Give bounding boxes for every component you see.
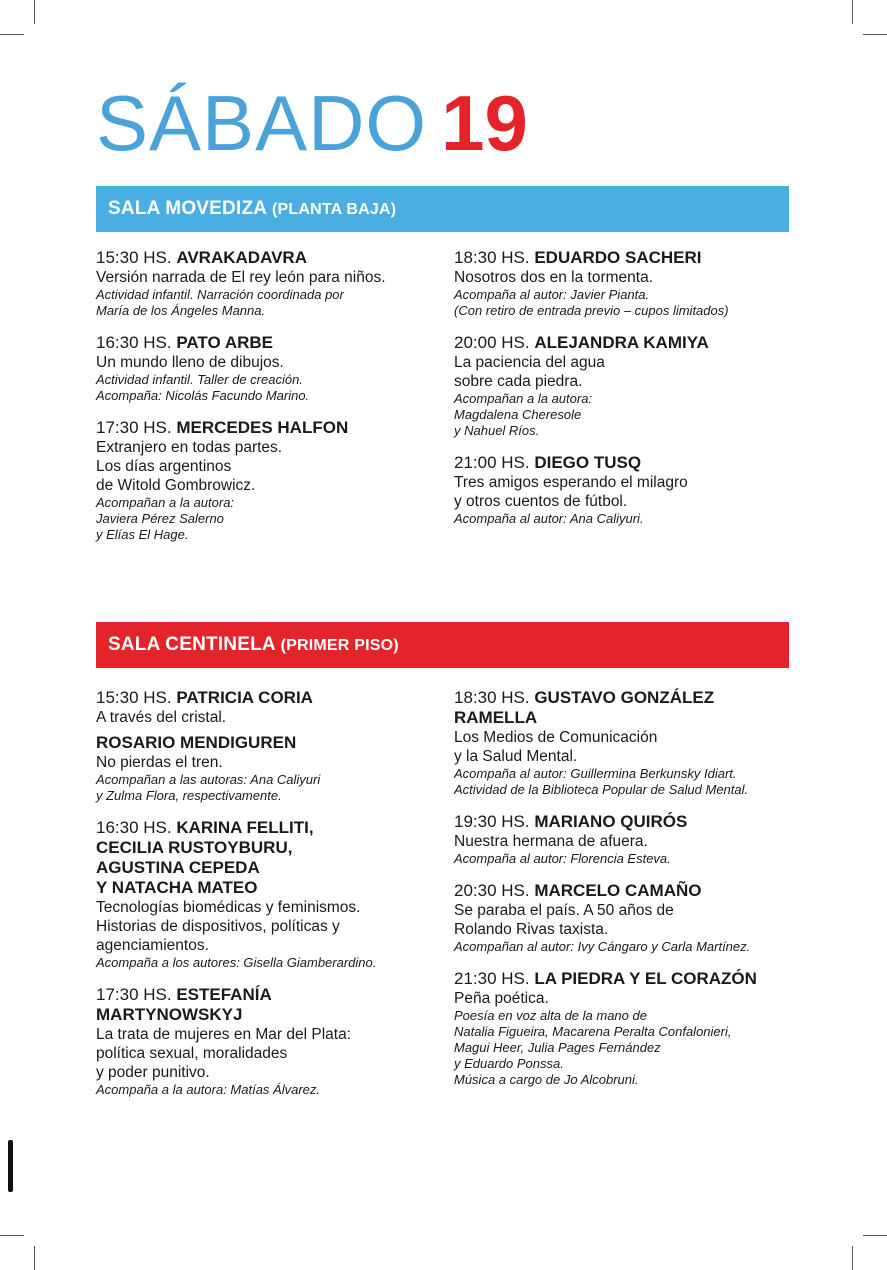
event-time: 16:30 HS. (96, 818, 177, 837)
event-heading (96, 878, 446, 898)
event-note: Acompaña a los autores: Gisella Giamberardino. (96, 955, 377, 970)
event-heading (96, 818, 446, 838)
event-time: 15:30 HS. (96, 248, 177, 267)
event-speaker: MERCEDES HALFON (176, 418, 349, 437)
crop-mark (34, 1246, 35, 1270)
event-note: Acompañan al autor: Ivy Cángaro y Carla Martínez. (454, 939, 751, 954)
event-note: Acompañan a las autoras: Ana Caliyuri (96, 772, 321, 787)
event-entry (454, 881, 804, 955)
crop-mark (0, 34, 24, 35)
event-heading (454, 333, 794, 353)
event-description: Se paraba el país. A 50 años de (454, 902, 674, 919)
crop-mark (852, 0, 853, 24)
schedule-column-left (96, 248, 436, 557)
event-note: Magui Heer, Julia Pages Fernández (454, 1040, 661, 1055)
event-speaker: PATRICIA CORIA (176, 688, 313, 707)
crop-mark (863, 1235, 887, 1236)
schedule-column-left (96, 688, 446, 1112)
event-description: y poder punitivo. (96, 1064, 210, 1081)
edge-mark (8, 1140, 13, 1192)
event-heading (454, 248, 794, 268)
page-title (96, 78, 528, 168)
event-heading (454, 688, 804, 708)
event-speaker: AVRAKADAVRA (176, 248, 307, 267)
event-note: Javiera Pérez Salerno (96, 511, 224, 526)
event-description: Nuestra hermana de afuera. (454, 833, 648, 850)
event-description: Rolando Rivas taxista. (454, 921, 609, 938)
event-note: y Elías El Hage. (96, 527, 189, 542)
crop-mark (852, 1246, 853, 1270)
event-speaker: CECILIA RUSTOYBURU, (96, 838, 293, 857)
event-entry (454, 969, 804, 1088)
event-heading (454, 881, 804, 901)
event-entry (454, 812, 804, 867)
event-heading (454, 453, 794, 473)
event-speaker: MARTYNOWSKYJ (96, 1005, 243, 1024)
event-note: Natalia Figueira, Macarena Peralta Confalonieri, (454, 1024, 732, 1039)
event-speaker: Y NATACHA MATEO (96, 878, 258, 897)
event-note: Poesía en voz alta de la mano de (454, 1008, 647, 1023)
event-heading (96, 985, 446, 1005)
event-note: y Zulma Flora, respectivamente. (96, 788, 282, 803)
event-description: La paciencia del agua (454, 354, 605, 371)
event-note: María de los Ángeles Manna. (96, 303, 266, 318)
event-description: Nosotros dos en la tormenta. (454, 269, 654, 286)
event-heading (96, 1005, 446, 1025)
event-description: agenciamientos. (96, 937, 209, 954)
section-floor: (PRIMER PISO) (280, 637, 399, 654)
event-speaker: ESTEFANÍA (176, 985, 272, 1004)
event-description: Tres amigos esperando el milagro (454, 474, 688, 491)
event-entry (454, 333, 794, 439)
event-heading (96, 333, 436, 353)
event-note: Actividad infantil. Narración coordinada por (96, 287, 344, 302)
section-floor: (PLANTA BAJA) (271, 201, 397, 218)
event-description: Historias de dispositivos, políticas y (96, 918, 340, 935)
event-description: Un mundo lleno de dibujos. (96, 354, 284, 371)
event-entry (96, 418, 436, 543)
event-time: 20:00 HS. (454, 333, 535, 352)
title-day: SÁBADO (96, 79, 428, 167)
event-note: Acompaña: Nicolás Facundo Marino. (96, 388, 310, 403)
event-time: 15:30 HS. (96, 688, 177, 707)
event-time: 21:00 HS. (454, 453, 535, 472)
event-entry (454, 453, 794, 527)
event-entry (96, 248, 436, 319)
event-note: y Eduardo Ponssa. (454, 1056, 564, 1071)
event-time: 16:30 HS. (96, 333, 177, 352)
event-speaker: LA PIEDRA Y EL CORAZÓN (534, 969, 757, 988)
event-heading (454, 708, 804, 728)
event-description: de Witold Gombrowicz. (96, 477, 256, 494)
event-note: Acompaña al autor: Guillermina Berkunsky Idiart. (454, 766, 737, 781)
event-speaker: MARIANO QUIRÓS (534, 812, 688, 831)
event-entry (454, 248, 794, 319)
event-time: 21:30 HS. (454, 969, 535, 988)
crop-mark (34, 0, 35, 24)
event-heading (454, 812, 804, 832)
event-note: Música a cargo de Jo Alcobruni. (454, 1072, 639, 1087)
event-speaker: EDUARDO SACHERI (534, 248, 702, 267)
crop-mark (0, 1235, 24, 1236)
event-speaker: ROSARIO MENDIGUREN (96, 733, 297, 752)
event-description: No pierdas el tren. (96, 754, 223, 771)
event-note: Acompaña al autor: Ana Caliyuri. (454, 511, 644, 526)
section-header-sala-movediza (96, 186, 789, 232)
event-speaker: DIEGO TUSQ (534, 453, 642, 472)
event-heading (96, 248, 436, 268)
event-description: Los Medios de Comunicación (454, 729, 658, 746)
section-header-sala-centinela (96, 622, 789, 668)
event-description: Versión narrada de El rey león para niños. (96, 269, 386, 286)
event-note: Acompañan a la autora: (96, 495, 235, 510)
event-time: 19:30 HS. (454, 812, 535, 831)
section-name: SALA MOVEDIZA (108, 198, 267, 219)
schedule-column-right (454, 688, 804, 1102)
section-name: SALA CENTINELA (108, 634, 276, 655)
event-description: política sexual, moralidades (96, 1045, 288, 1062)
event-note: Acompaña al autor: Javier Pianta. (454, 287, 650, 302)
event-note: Actividad infantil. Taller de creación. (96, 372, 303, 387)
event-speaker: PATO ARBE (176, 333, 273, 352)
event-note: Magdalena Cheresole (454, 407, 582, 422)
event-entry (96, 985, 446, 1098)
event-entry (96, 733, 446, 804)
event-time: 18:30 HS. (454, 248, 535, 267)
event-note: Acompañan a la autora: (454, 391, 593, 406)
title-number: 19 (441, 79, 528, 167)
event-speaker: RAMELLA (454, 708, 538, 727)
event-description: Extranjero en todas partes. (96, 439, 283, 456)
schedule-column-right (454, 248, 794, 541)
event-description: Los días argentinos (96, 458, 232, 475)
event-description: La trata de mujeres en Mar del Plata: (96, 1026, 352, 1043)
event-heading (96, 838, 446, 858)
event-time: 18:30 HS. (454, 688, 535, 707)
event-speaker: KARINA FELLITI, (176, 818, 314, 837)
event-entry (96, 818, 446, 971)
event-speaker: AGUSTINA CEPEDA (96, 858, 260, 877)
event-note: (Con retiro de entrada previo – cupos limitados) (454, 303, 729, 318)
event-note: Acompaña a la autora: Matías Álvarez. (96, 1082, 321, 1097)
event-speaker: ALEJANDRA KAMIYA (534, 333, 709, 352)
event-entry (454, 688, 804, 798)
event-heading (96, 418, 436, 438)
event-description: y otros cuentos de fútbol. (454, 493, 628, 510)
event-time: 20:30 HS. (454, 881, 535, 900)
event-heading (454, 969, 804, 989)
event-entry (96, 333, 436, 404)
event-time: 17:30 HS. (96, 418, 177, 437)
event-heading (96, 858, 446, 878)
event-time: 17:30 HS. (96, 985, 177, 1004)
event-heading (96, 733, 446, 753)
event-description: sobre cada piedra. (454, 373, 583, 390)
event-description: Tecnologías biomédicas y feminismos. (96, 899, 361, 916)
event-note: Acompaña al autor: Florencia Esteva. (454, 851, 671, 866)
event-entry (96, 688, 446, 727)
event-note: y Nahuel Ríos. (454, 423, 540, 438)
crop-mark (863, 34, 887, 35)
event-heading (96, 688, 446, 708)
event-note: Actividad de la Biblioteca Popular de Salud Mental. (454, 782, 749, 797)
event-description: A través del cristal. (96, 709, 227, 726)
event-description: y la Salud Mental. (454, 748, 578, 765)
event-speaker: MARCELO CAMAÑO (534, 881, 702, 900)
event-description: Peña poética. (454, 990, 549, 1007)
event-speaker: GUSTAVO GONZÁLEZ (534, 688, 715, 707)
